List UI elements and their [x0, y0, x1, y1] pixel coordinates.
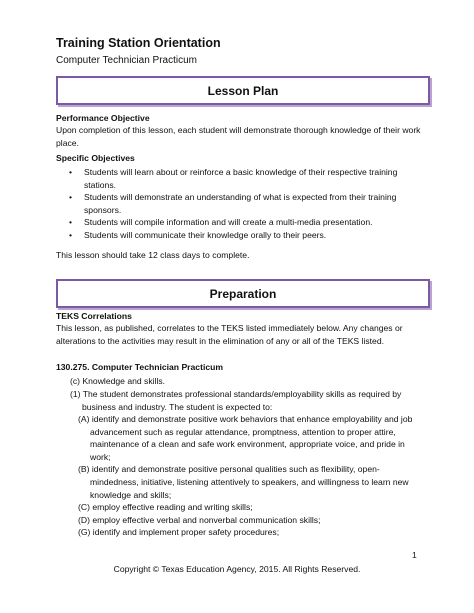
- list-item: [56, 216, 416, 229]
- objective-text: Students will learn about or reinforce a basic knowledge of their respective training stations.: [84, 167, 398, 190]
- specific-objectives-heading: Specific Objectives: [56, 153, 135, 163]
- lesson-duration: This lesson should take 12 class days to complete.: [56, 250, 250, 260]
- objectives-list: [56, 166, 416, 242]
- objective-text: Students will compile information and will create a multi-media presentation.: [84, 217, 373, 228]
- bullet-icon: •: [69, 192, 73, 203]
- performance-objective-text: Upon completion of this lesson, each student will demonstrate thorough knowledge of their work place.: [56, 125, 421, 148]
- teks-c-item: (c) Knowledge and skills.: [70, 376, 166, 386]
- list-item: [56, 191, 416, 216]
- document-subtitle: Computer Technician Practicum: [56, 55, 197, 66]
- course-heading: 130.275. Computer Technician Practicum: [56, 362, 224, 372]
- document-title: Training Station Orientation: [56, 36, 221, 50]
- bullet-icon: •: [69, 229, 73, 240]
- lesson-plan-banner: [56, 76, 430, 105]
- list-item: [56, 229, 416, 242]
- list-item: (C) employ effective reading and writing skills;: [78, 502, 253, 513]
- list-item: (B) identify and demonstrate positive personal qualities such as flexibility, open-mindedness, initiative, listening attentively to speakers, and willingness to learn new knowledge and skills;: [78, 464, 409, 500]
- list-item: (A) identify and demonstrate positive work behaviors that enhance employability and job advancement such as regular attendance, promptness, attention to proper attire, maintenance of a clean and safe work environment, appropriate voice, and pride in work;: [78, 414, 413, 462]
- objective-text: Students will demonstrate an understanding of what is expected from their training sponsors.: [84, 192, 397, 215]
- teks-sub-items: [78, 413, 418, 539]
- objective-text: Students will communicate their knowledge orally to their peers.: [84, 229, 327, 240]
- lesson-plan-heading: Lesson Plan: [207, 83, 279, 98]
- list-item: (G) identify and implement proper safety procedures;: [78, 527, 280, 538]
- teks-correlations-text: This lesson, as published, correlates to the TEKS listed immediately below. Any changes or alterations to the activities may result in the elimination of any or all of the TEKS listed.: [56, 323, 403, 346]
- bullet-icon: •: [69, 217, 73, 228]
- teks-correlations-heading: TEKS Correlations: [56, 311, 132, 321]
- bullet-icon: •: [69, 167, 73, 177]
- preparation-heading: Preparation: [209, 286, 277, 301]
- preparation-banner: [56, 279, 430, 308]
- copyright-footer: Copyright © Texas Education Agency, 2015. All Rights Reserved.: [113, 564, 361, 574]
- performance-objective-heading: Performance Objective: [56, 113, 150, 123]
- page-number: 1: [412, 550, 417, 560]
- list-item: (D) employ effective verbal and nonverbal communication skills;: [78, 514, 321, 525]
- teks-item-1: (1) The student demonstrates professional standards/employability skills as required by business and industry. The student is expected to:: [70, 389, 402, 412]
- list-item: [56, 166, 416, 191]
